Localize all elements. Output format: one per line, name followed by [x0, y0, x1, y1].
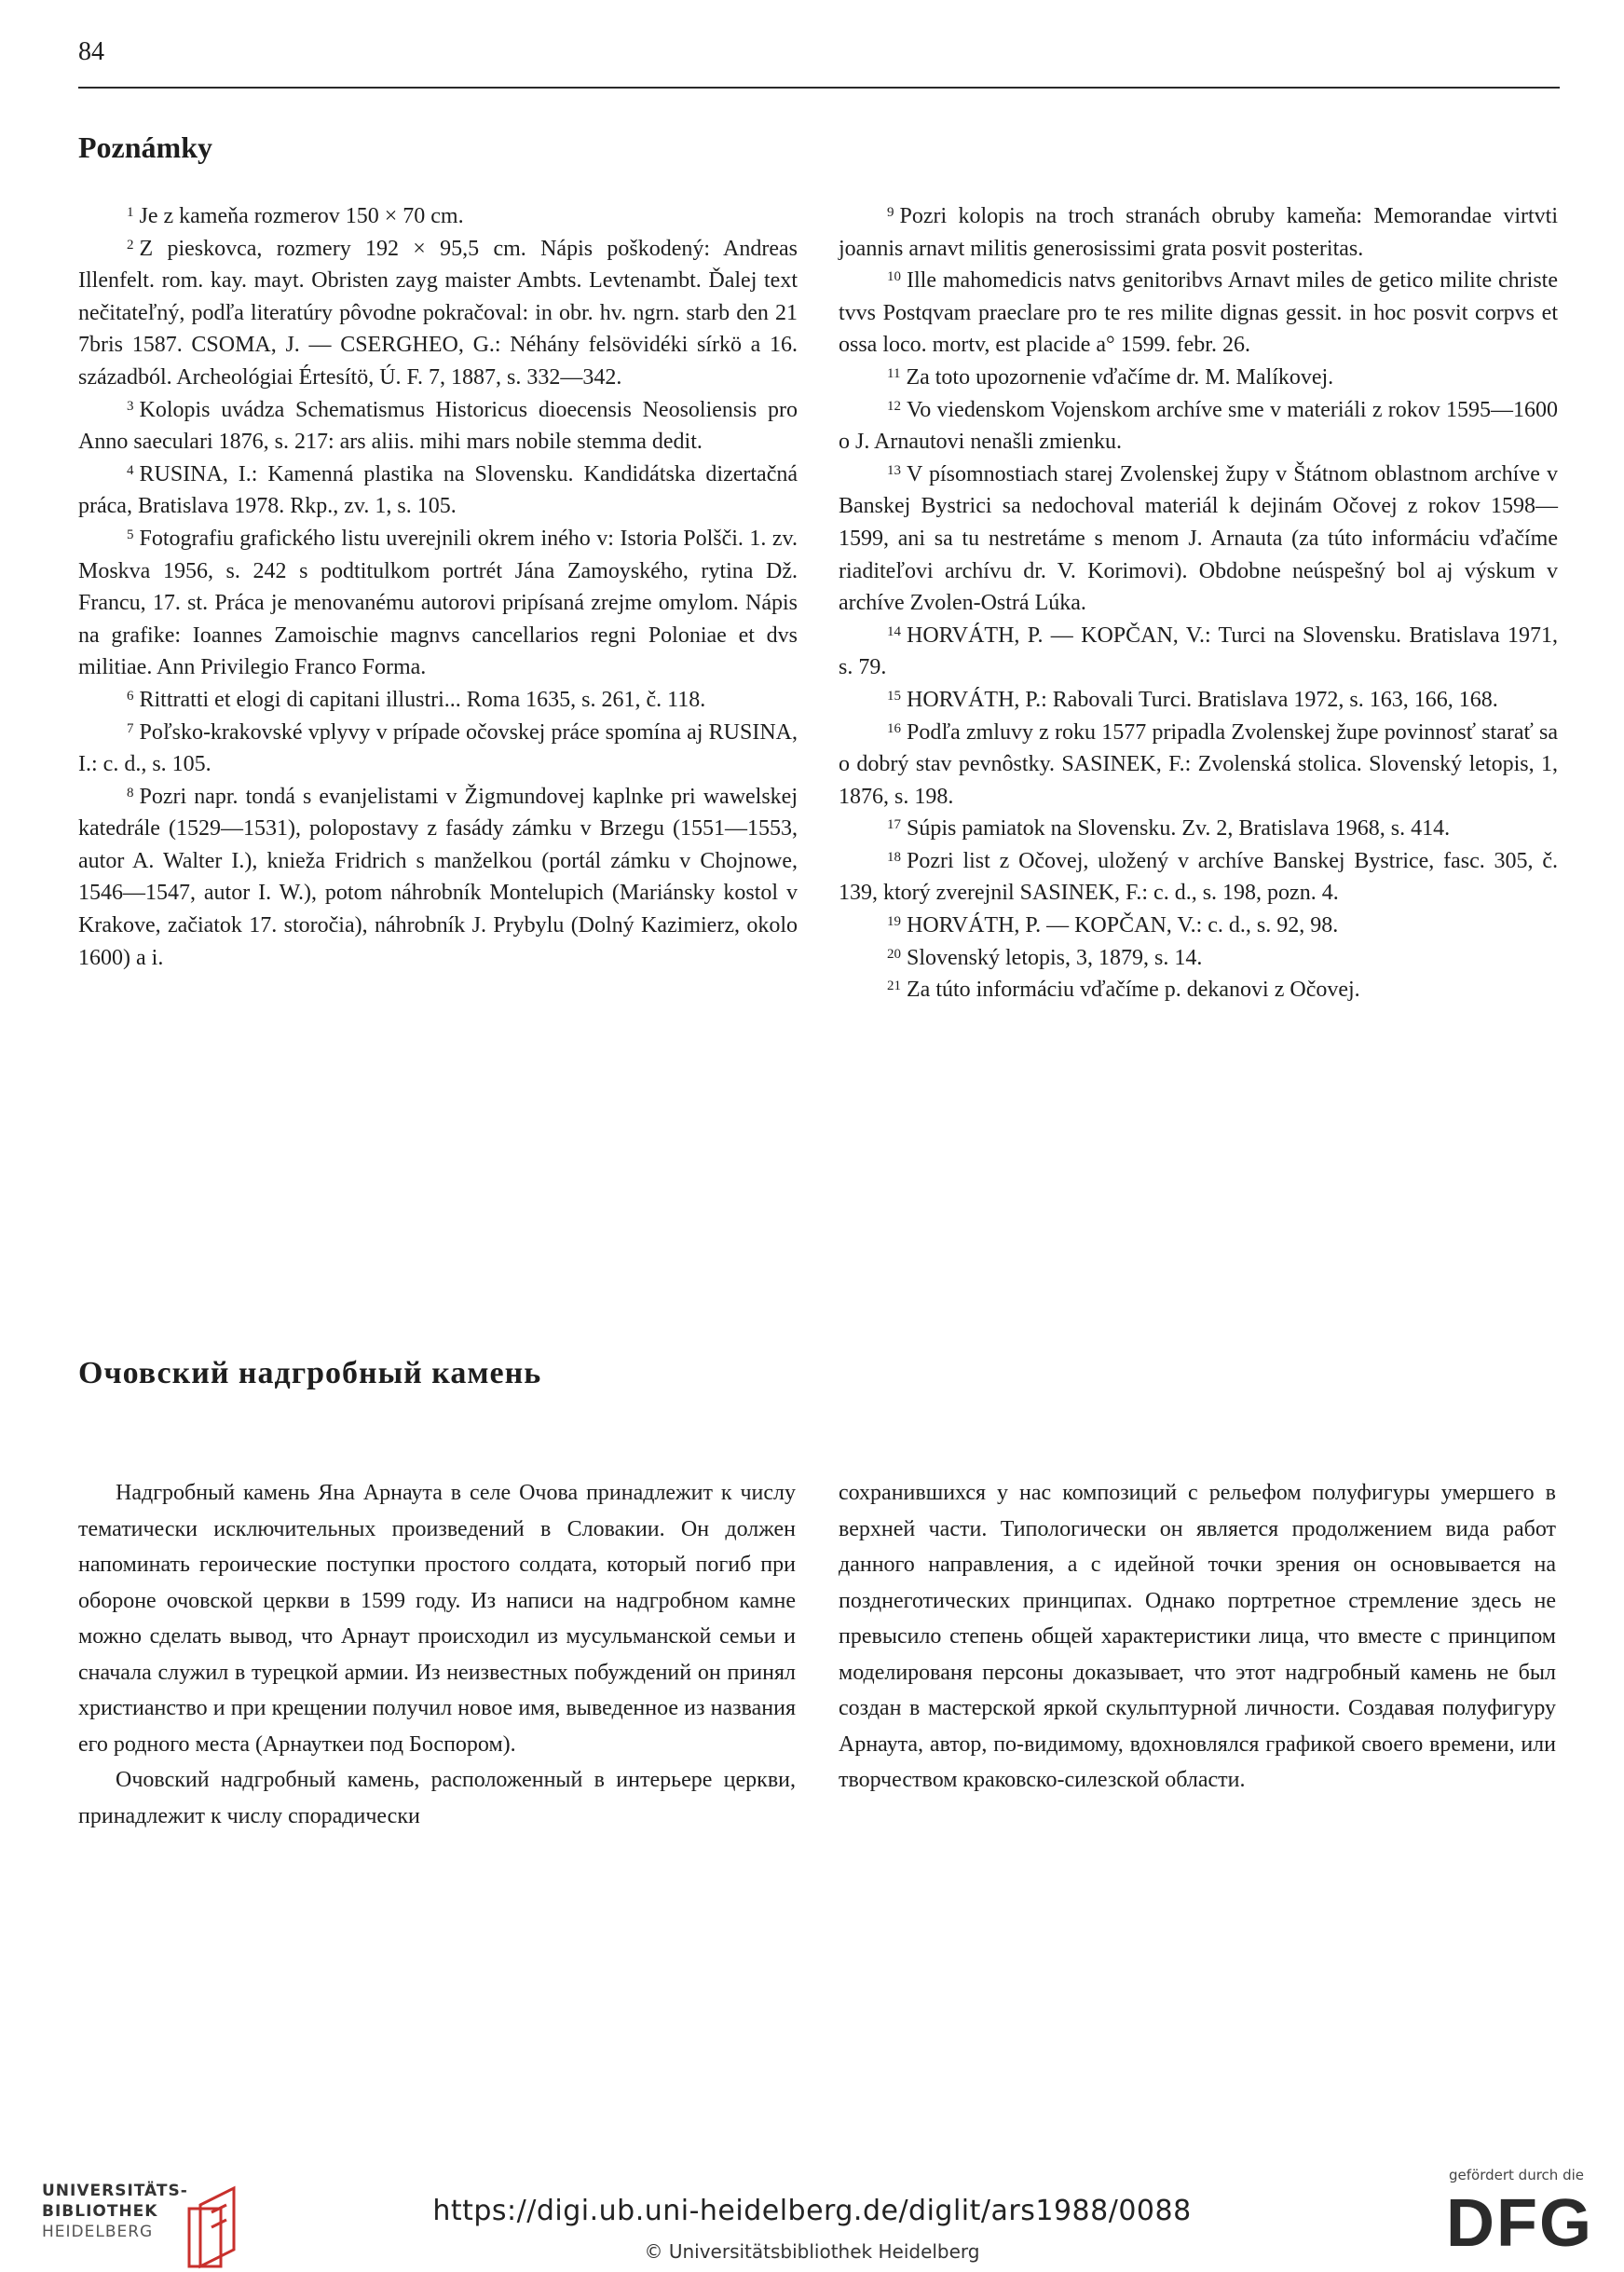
footnote-text: HORVÁTH, P.: Rabovali Turci. Bratislava 1972, s. 163, 166, 168. [907, 687, 1498, 712]
russian-summary-right-column [839, 1475, 1556, 1799]
footnote [839, 200, 1558, 265]
footnote-number: 21 [887, 979, 901, 994]
dfg-logo-text: DFG [1446, 2188, 1593, 2253]
footnote-text: Podľa zmluvy z roku 1577 pripadla Zvolenskej župe povinnosť starať sa o dobrý stav pevnôstky. SASINEK, F.: Zvolenská stolica. Slovenský letopis, 1, 1876, s. 198. [839, 719, 1558, 809]
footnote-number: 20 [887, 946, 901, 962]
russian-summary-heading: Очовский надгробный камень [78, 1356, 542, 1390]
summary-paragraph: сохранившихся у нас композиций с рельефом полуфигуры умершего в верхней части. Типологически он является продолжением вида работ данного направления, а с идейной точки зрения он основывается на позднеготических принципах. Однако портретное стремление здесь не превысило степень общей характеристики лица, что вместе с принципом моделированя персоны доказывает, что этот надгробный камень не был создан в мастерской яркой скульптурной личности. Создавая полуфигуру Арнаута, автор, по-видимому, вдохновлялся графикой своего времени, или творчеством краковско-силезской области. [839, 1481, 1556, 1792]
footnote-text: Rittratti et elogi di capitani illustri... Roma 1635, s. 261, č. 118. [139, 687, 706, 712]
footnote [78, 200, 798, 233]
footnote-number: 18 [887, 849, 901, 865]
notes-heading: Poznámky [78, 130, 212, 164]
footnote-number: 13 [887, 462, 901, 478]
footnote [78, 394, 798, 459]
logo-line: BIBLIOTHEK [42, 2202, 158, 2221]
footnote [839, 684, 1558, 717]
footnote-number: 16 [887, 720, 901, 736]
footnote-number: 19 [887, 914, 901, 930]
footnote-number: 5 [127, 527, 134, 542]
footnote [839, 394, 1558, 459]
footer-url[interactable]: https://digi.ub.uni-heidelberg.de/diglit/ars1988/0088 [432, 2195, 1192, 2227]
footnote-text: Pozri napr. tondá s evanjelistami v Žigmundovej kaplnke pri wawelskej katedrále (1529—1531), polopostavy z fasády zámku v Brzegu (1551—1553, autor A. Walter I.), knieža Fridrich s manželkou (portál zámku v Chojnowe, 1546—1547, autor I. W.), potom náhrobník Montelupich (Mariánsky kostol v Krakove, začiatok 17. storočia), náhrobník J. Prybylu (Dolný Kazimierz, okolo 1600) a i. [78, 784, 798, 970]
logo-line: HEIDELBERG [42, 2223, 154, 2241]
footnote-text: V písomnostiach starej Zvolenskej župy v Štátnom oblastnom archíve v Banskej Bystrici sa nedochoval materiál k dejinám Očovej z rokov 1598—1599, ani sa tu nestretáme s menom J. Arnauta (za túto informáciu vďačíme riaditeľovi archívu dr. V. Korimovi). Obdobne neúspešný bol aj výskum v archíve Zvolen-Ostrá Lúka. [839, 461, 1558, 616]
footnote-number: 12 [887, 398, 901, 414]
footnote-text: Súpis pamiatok na Slovensku. Zv. 2, Bratislava 1968, s. 414. [907, 816, 1451, 842]
footnote [78, 459, 798, 523]
footnote-number: 8 [127, 785, 134, 801]
footnote-number: 9 [887, 205, 894, 220]
footnote-number: 1 [127, 205, 134, 220]
footnote-text: Poľsko-krakovské vplyvy v prípade očovskej práce spomína aj RUSINA, I.: c. d., s. 105. [78, 719, 798, 777]
footnote-number: 2 [127, 237, 134, 253]
footnote-number: 11 [887, 365, 901, 381]
footnote [78, 233, 798, 394]
footnote [839, 845, 1558, 910]
footnote-text: HORVÁTH, P. — KOPČAN, V.: Turci na Slovensku. Bratislava 1971, s. 79. [839, 623, 1558, 680]
footnotes-left-column [78, 200, 798, 974]
footnote-number: 17 [887, 817, 901, 833]
footnote-text: Pozri list z Očovej, uložený v archíve Banskej Bystrice, fasc. 305, č. 139, ktorý zverejnil SASINEK, F.: c. d., s. 198, pozn. 4. [839, 848, 1558, 906]
footnote-number: 10 [887, 269, 901, 285]
footnote-text: Pozri kolopis na troch stranách obruby kameňa: Memorandae virtvti joannis arnavt militis generosissimi grata posvit posteritas. [839, 204, 1558, 261]
footnote [78, 523, 798, 684]
footnote-text: Ille mahomedicis natvs genitoribvs Arnavt miles de getico milite christe tvvs Postqvam praeclare pro te res milite dignas gessit. in hoc posvit corpvs et ossa loco. mortv, est placide a° 1599. febr. 26. [839, 268, 1558, 358]
footnote [839, 459, 1558, 620]
footnote-text: RUSINA, I.: Kamenná plastika na Slovensku. Kandidátska dizertačná práca, Bratislava 1978. Rkp., zv. 1, s. 105. [78, 461, 798, 519]
footnote [839, 265, 1558, 362]
header-rule [78, 87, 1560, 89]
footnote-text: Za toto upozornenie vďačíme dr. M. Malíkovej. [906, 364, 1334, 390]
footer-bar [0, 2143, 1624, 2272]
dfg-logo[interactable] [1446, 2188, 1604, 2253]
footnote [839, 942, 1558, 975]
footer-copyright: © Universitätsbibliothek Heidelberg [644, 2240, 980, 2263]
footnote-number: 14 [887, 623, 901, 639]
footnote [839, 362, 1558, 394]
page-number: 84 [78, 37, 104, 66]
footnote [839, 717, 1558, 814]
summary-paragraph: Надгробный камень Яна Арнаута в селе Очова принадлежит к числу тематически исключительных произведений в Словакии. Он должен напоминать героические поступки простого солдата, который погиб при обороне очовской церкви в 1599 году. Из написи на надгробном камне можно сделать вывод, что Арнаут происходил из мусульманской семьи и сначала служил в турецкой армии. Из неизвестных побуждений он принял христианство и при крещении получил новое имя, выведенное из названия его родного места (Арнауткеи под Боспором). [78, 1481, 796, 1757]
footnote-text: Z pieskovca, rozmery 192 × 95,5 cm. Nápis poškodený: Andreas Illenfelt. rom. kay. mayt. Obristen zayg maister Ambts. Levtenambt. Ďalej text nečitateľný, podľa literatúry pôvodne pokračoval: in obr. hv. ngrn. starb den 21 7bris 1587. CSOMA, J. — CSERGHEO, G.: Néhány felsövidéki sírkö a 16. századból. Archeológiai Értesítö, Ú. F. 7, 1887, s. 332—342. [78, 236, 798, 390]
footnote [78, 781, 798, 975]
footnote-text: Slovenský letopis, 3, 1879, s. 14. [907, 945, 1203, 970]
footnote-text: Je z kameňa rozmerov 150 × 70 cm. [139, 204, 464, 228]
footnote [839, 813, 1558, 845]
footnote [839, 620, 1558, 684]
footnote-text: Vo viedenskom Vojenskom archíve sme v materiáli z rokov 1595—1600 o J. Arnautovi nenašli zmienku. [839, 397, 1558, 455]
footnotes-right-column [839, 200, 1558, 1006]
footnote-number: 4 [127, 462, 134, 478]
summary-paragraph: Очовский надгробный камень, расположенный в интерьере церкви, принадлежит к числу спорадически [78, 1768, 796, 1828]
footnote-text: Kolopis uvádza Schematismus Historicus dioecensis Neosoliensis pro Anno saeculari 1876, s. 217: ars aliis. mihi mars nobile stemma dedit. [78, 397, 798, 455]
footnote-number: 15 [887, 688, 901, 704]
footnote-number: 7 [127, 720, 134, 736]
footnote-number: 6 [127, 688, 134, 704]
footnote [78, 684, 798, 717]
footnote-text: Za túto informáciu vďačíme p. dekanovi z Očovej. [907, 978, 1360, 1003]
logo-line: UNIVERSITÄTS- [42, 2182, 188, 2200]
footnote-number: 3 [127, 398, 134, 414]
dfg-label: gefördert durch die [1449, 2167, 1584, 2183]
footnote-text: Fotografiu grafického listu uverejnili okrem iného v: Istoria Polšči. 1. zv. Moskva 1956, s. 242 s podtitulkom portrét Jána Zamoyského, rytina Dž. Francu, 17. st. Práca je menovanému autorovi pripísaná zrejme omylom. Nápis na grafike: Ioannes Zamoischie magnvs cancellarios regni Poloniae et dvs militiae. Ann Privilegio Franco Forma. [78, 526, 798, 680]
footnote [78, 717, 798, 781]
footnote [839, 910, 1558, 942]
footnote [839, 974, 1558, 1006]
footnote-text: HORVÁTH, P. — KOPČAN, V.: c. d., s. 92, 98. [907, 913, 1339, 938]
russian-summary-left-column [78, 1475, 796, 1834]
